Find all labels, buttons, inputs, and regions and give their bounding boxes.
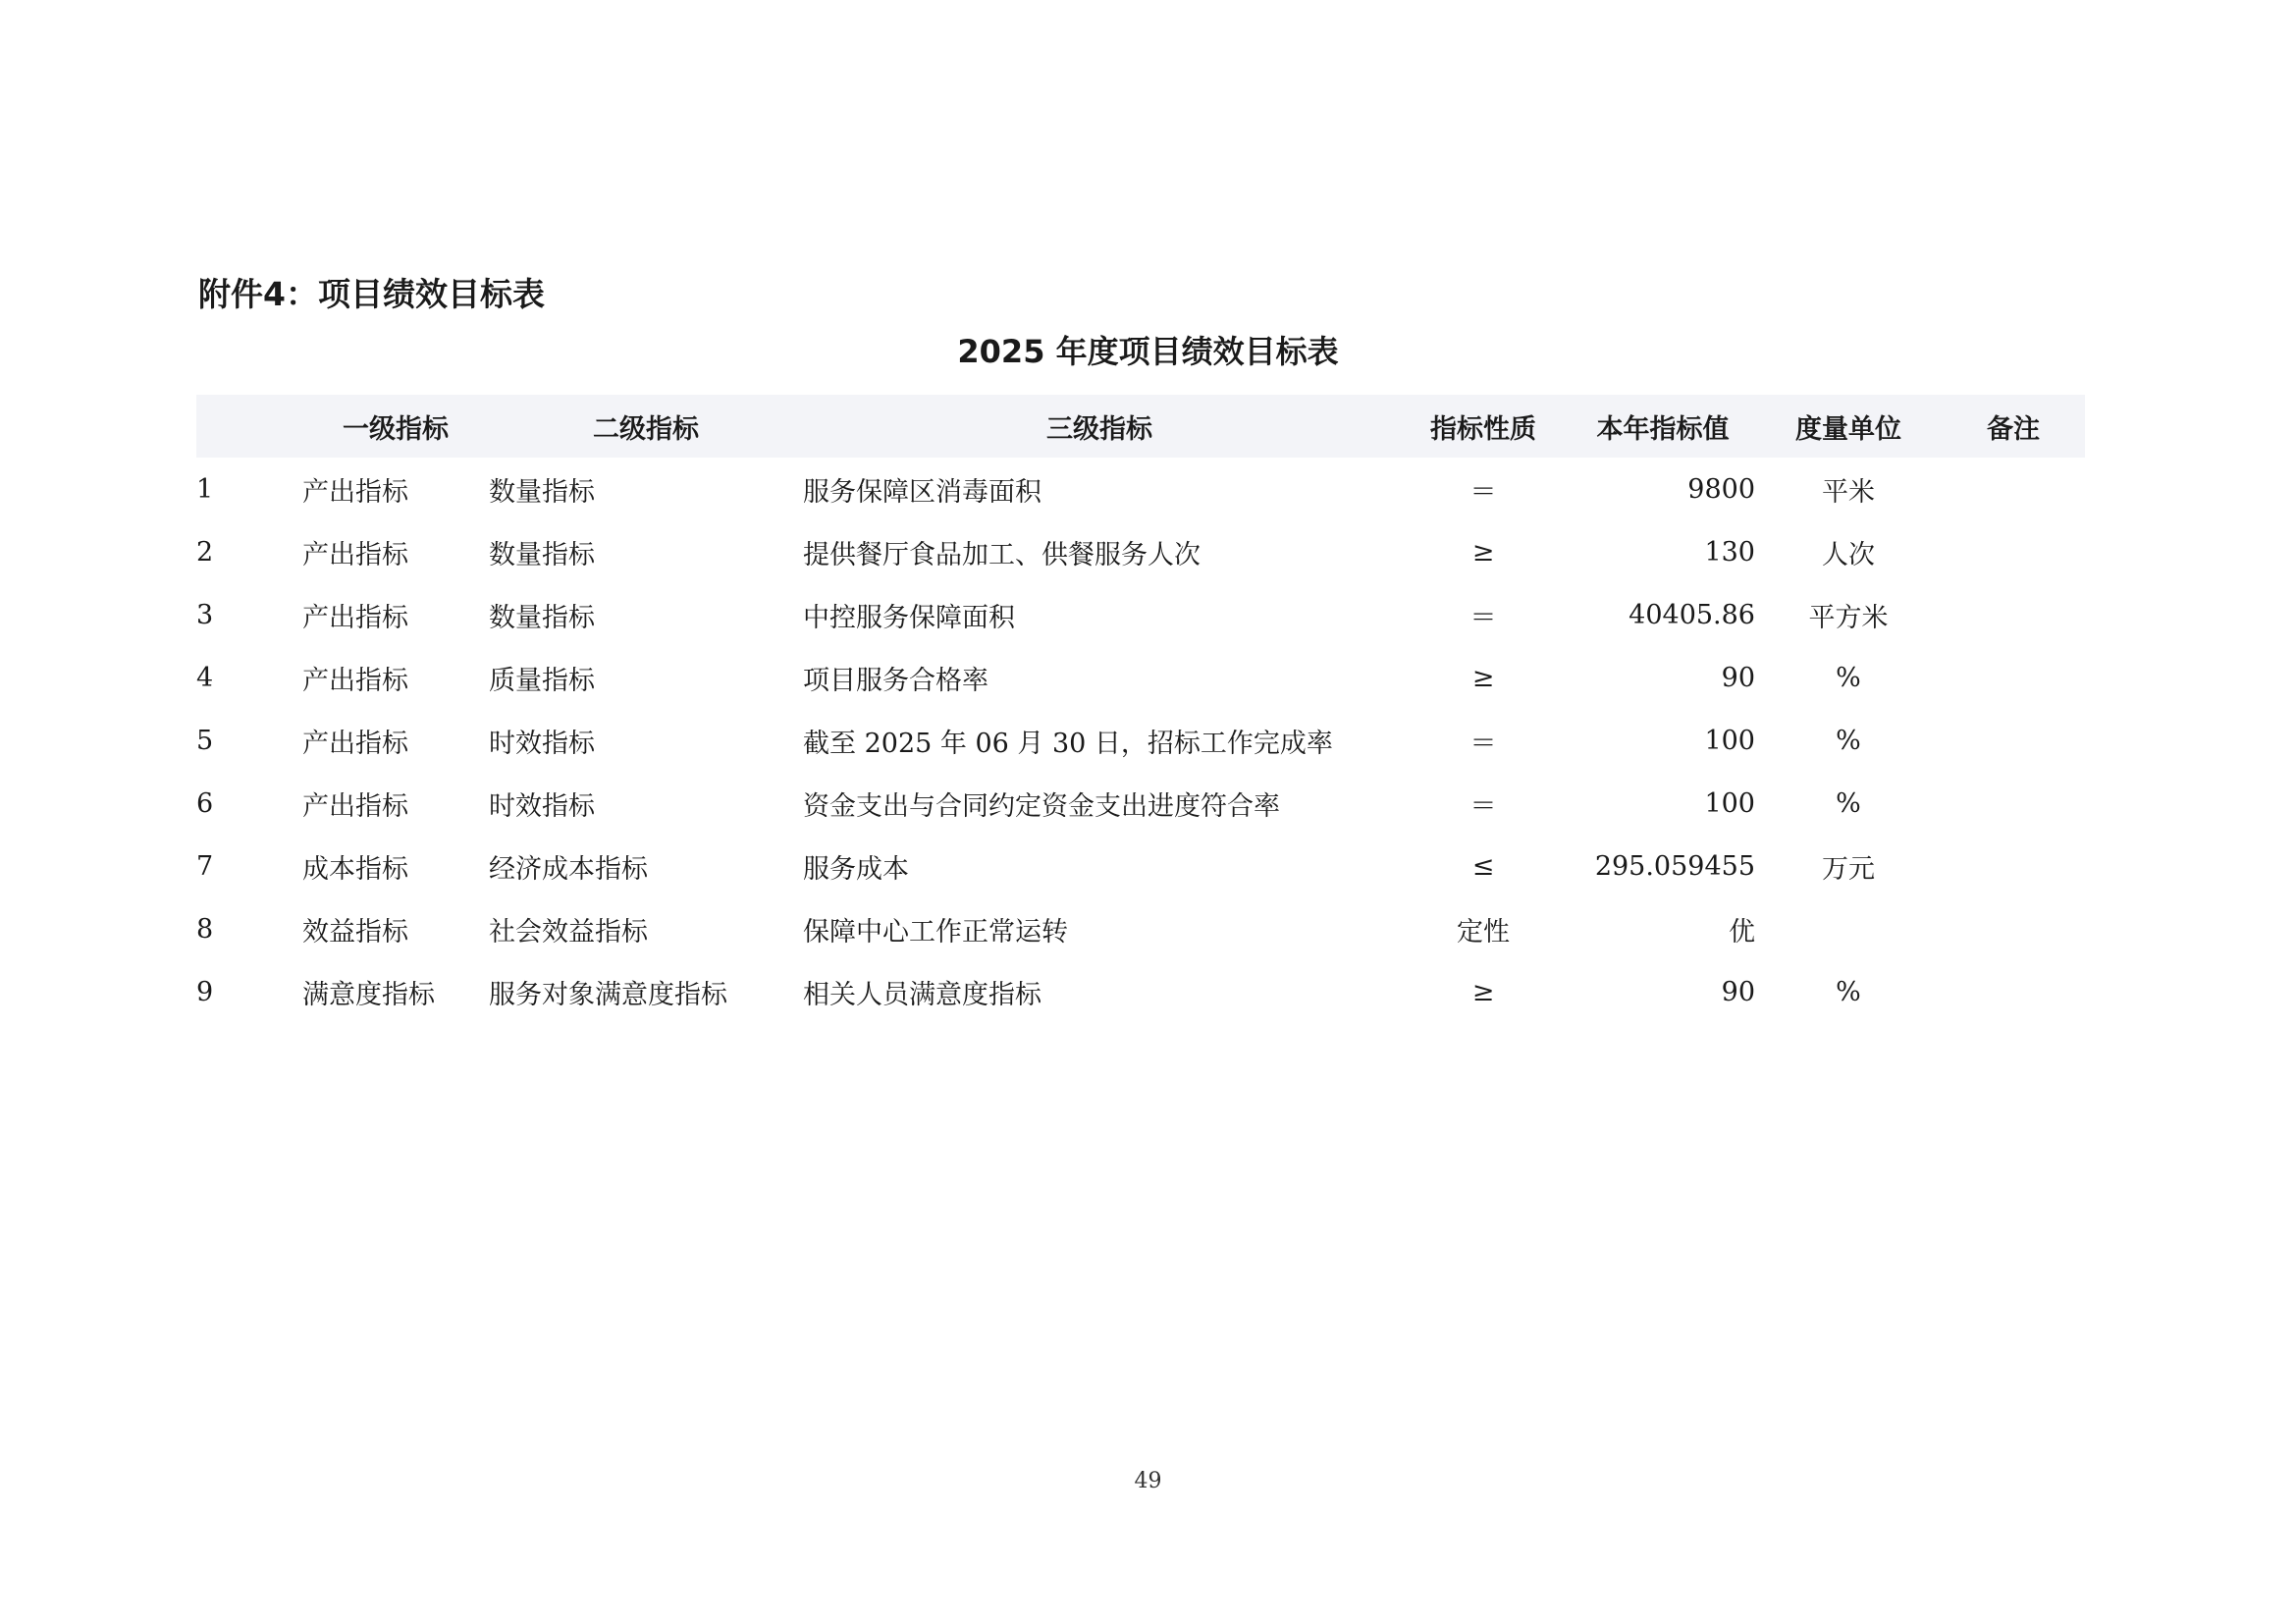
level2-cell: 时效指标 <box>489 728 595 759</box>
unit-cell <box>1755 897 1942 960</box>
level2-cell: 服务对象满意度指标 <box>489 979 727 1010</box>
level3-cell: 资金支出与合同约定资金支出进度符合率 <box>803 790 1280 822</box>
header-note: 备注 <box>1942 395 2085 458</box>
level2-cell: 数量指标 <box>489 476 595 508</box>
nature-cell: ＝ <box>1469 728 1497 759</box>
unit-cell: % <box>1836 662 1861 693</box>
note-cell <box>1942 458 2085 520</box>
level3-cell: 服务成本 <box>803 853 909 885</box>
note-cell <box>1942 520 2085 583</box>
level1-cell: 产出指标 <box>302 602 408 633</box>
table-row <box>196 709 2085 772</box>
value-cell: 130 <box>1704 536 1755 568</box>
header-nature: 指标性质 <box>1396 395 1571 458</box>
table-header-row <box>196 395 2085 458</box>
note-cell <box>1942 835 2085 897</box>
row-number: 2 <box>196 536 214 568</box>
table-row <box>196 772 2085 835</box>
nature-cell: ＝ <box>1469 602 1497 633</box>
row-number: 1 <box>196 473 214 505</box>
header-index <box>196 395 302 458</box>
value-cell: 90 <box>1721 662 1755 693</box>
table-row <box>196 583 2085 646</box>
attachment-title: 附件4：项目绩效目标表 <box>198 275 545 313</box>
level2-cell: 数量指标 <box>489 602 595 633</box>
row-number: 6 <box>196 787 214 819</box>
nature-cell: ≥ <box>1471 536 1495 568</box>
level3-cell: 中控服务保障面积 <box>803 602 1015 633</box>
level1-cell: 产出指标 <box>302 665 408 696</box>
performance-target-table <box>196 395 2085 1023</box>
unit-cell: % <box>1836 787 1861 819</box>
header-level2: 二级指标 <box>489 395 803 458</box>
nature-cell: ＝ <box>1469 476 1497 508</box>
level2-cell: 质量指标 <box>489 665 595 696</box>
row-number: 4 <box>196 662 214 693</box>
note-cell <box>1942 709 2085 772</box>
value-cell: 295.059455 <box>1594 850 1755 882</box>
value-cell: 优 <box>1729 916 1755 947</box>
level3-cell: 截至 2025 年 06 月 30 日，招标工作完成率 <box>803 728 1333 759</box>
table-row <box>196 520 2085 583</box>
table-row <box>196 960 2085 1023</box>
row-number: 3 <box>196 599 214 630</box>
table-row <box>196 835 2085 897</box>
nature-cell: 定性 <box>1457 916 1510 947</box>
level1-cell: 成本指标 <box>302 853 408 885</box>
level3-cell: 保障中心工作正常运转 <box>803 916 1068 947</box>
level2-cell: 数量指标 <box>489 539 595 570</box>
note-cell <box>1942 897 2085 960</box>
level3-cell: 项目服务合格率 <box>803 665 988 696</box>
nature-cell: ≥ <box>1471 976 1495 1007</box>
table-row <box>196 458 2085 520</box>
table-row <box>196 646 2085 709</box>
level2-cell: 时效指标 <box>489 790 595 822</box>
level2-cell: 经济成本指标 <box>489 853 648 885</box>
note-cell <box>1942 772 2085 835</box>
level1-cell: 产出指标 <box>302 476 408 508</box>
level2-cell: 社会效益指标 <box>489 916 648 947</box>
level1-cell: 效益指标 <box>302 916 408 947</box>
note-cell <box>1942 583 2085 646</box>
level3-cell: 服务保障区消毒面积 <box>803 476 1041 508</box>
level1-cell: 产出指标 <box>302 539 408 570</box>
value-cell: 90 <box>1721 976 1755 1007</box>
row-number: 8 <box>196 913 214 945</box>
row-number: 9 <box>196 976 214 1007</box>
nature-cell: ＝ <box>1469 790 1497 822</box>
level3-cell: 提供餐厅食品加工、供餐服务人次 <box>803 539 1201 570</box>
unit-cell: 平米 <box>1822 476 1875 508</box>
unit-cell: % <box>1836 976 1861 1007</box>
nature-cell: ≤ <box>1471 850 1495 882</box>
level1-cell: 产出指标 <box>302 728 408 759</box>
value-cell: 100 <box>1704 787 1755 819</box>
nature-cell: ≥ <box>1471 662 1495 693</box>
note-cell <box>1942 960 2085 1023</box>
value-cell: 9800 <box>1687 473 1755 505</box>
value-cell: 40405.86 <box>1629 599 1755 630</box>
note-cell <box>1942 646 2085 709</box>
unit-cell: % <box>1836 725 1861 756</box>
value-cell: 100 <box>1704 725 1755 756</box>
row-number: 5 <box>196 725 214 756</box>
level1-cell: 满意度指标 <box>302 979 435 1010</box>
unit-cell: 人次 <box>1822 539 1875 570</box>
level3-cell: 相关人员满意度指标 <box>803 979 1041 1010</box>
page-number: 49 <box>1134 1469 1162 1493</box>
header-unit: 度量单位 <box>1755 395 1942 458</box>
level1-cell: 产出指标 <box>302 790 408 822</box>
unit-cell: 平方米 <box>1808 602 1889 633</box>
unit-cell: 万元 <box>1822 853 1875 885</box>
row-number: 7 <box>196 850 214 882</box>
table-row <box>196 897 2085 960</box>
table-title: 2025 年度项目绩效目标表 <box>957 333 1339 370</box>
header-level1: 一级指标 <box>302 395 489 458</box>
header-level3: 三级指标 <box>803 395 1396 458</box>
header-value: 本年指标值 <box>1571 395 1755 458</box>
